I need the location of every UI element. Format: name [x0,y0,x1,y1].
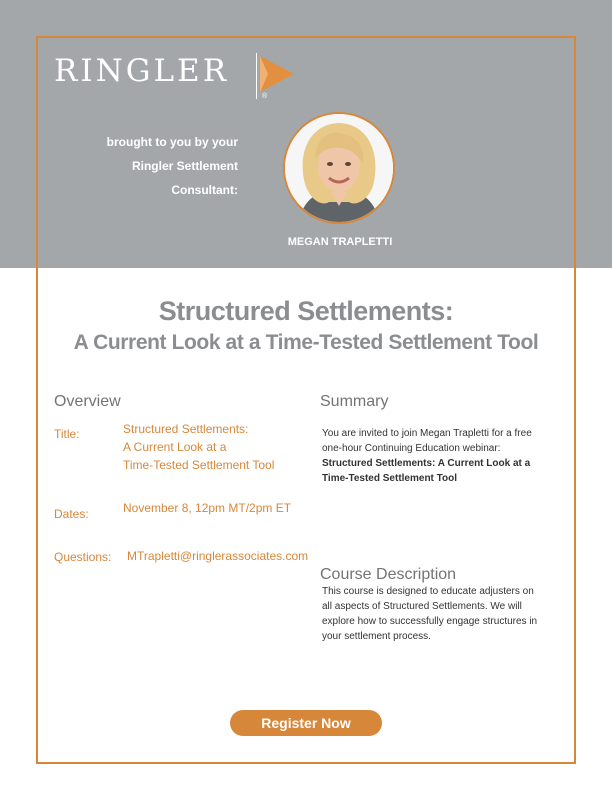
questions-email-link[interactable]: MTrapletti@ringlerassociates.com [127,549,309,563]
course-description-text [322,584,537,644]
brought-line-2: Ringler Settlement [131,159,238,173]
title-label: Title: [54,427,80,441]
page-title: Structured Settlements: [158,296,454,326]
course-line-4: your settlement process. [322,631,431,642]
questions-label: Questions: [54,550,112,564]
title-value-line-1: Structured Settlements: [123,422,249,436]
consultant-portrait-icon [285,114,393,222]
course-line-3: explore how to successfully engage structures in [322,616,538,627]
overview-heading: Overview [54,393,121,410]
dates-label: Dates: [54,507,89,521]
summary-bold-line-2: Time-Tested Settlement Tool [322,473,458,484]
dates-value: November 8, 12pm MT/2pm ET [123,501,292,515]
brought-to-you-text [88,130,238,202]
summary-line-2: one-hour Continuing Education webinar: [322,443,501,454]
title-value-line-3: Time-Tested Settlement Tool [123,458,275,472]
logo-divider [256,53,257,99]
consultant-name: MEGAN TRAPLETTI [287,236,393,248]
summary-bold-line-1: Structured Settlements: A Current Look at a [322,458,531,469]
registered-mark: ® [262,93,268,100]
title-value-line-2: A Current Look at a [123,440,227,454]
course-description-heading: Course Description [320,566,457,583]
consultant-photo [283,112,395,224]
page-subtitle: A Current Look at a Time-Tested Settlement Tool [73,331,539,354]
course-line-2: all aspects of Structured Settlements. We will [322,601,522,612]
summary-text [322,426,532,486]
summary-heading: Summary [320,393,389,410]
brought-line-1: brought to you by your [106,135,238,149]
ringler-logo: RINGLER [54,53,230,89]
summary-line-1: You are invited to join Megan Trapletti for a free [322,428,532,439]
title-value [123,420,274,474]
logo-arrow-icon [258,54,296,94]
course-line-1: This course is designed to educate adjusters on [322,586,534,597]
brought-line-3: Consultant: [171,183,238,197]
register-now-button[interactable]: Register Now [230,710,382,736]
